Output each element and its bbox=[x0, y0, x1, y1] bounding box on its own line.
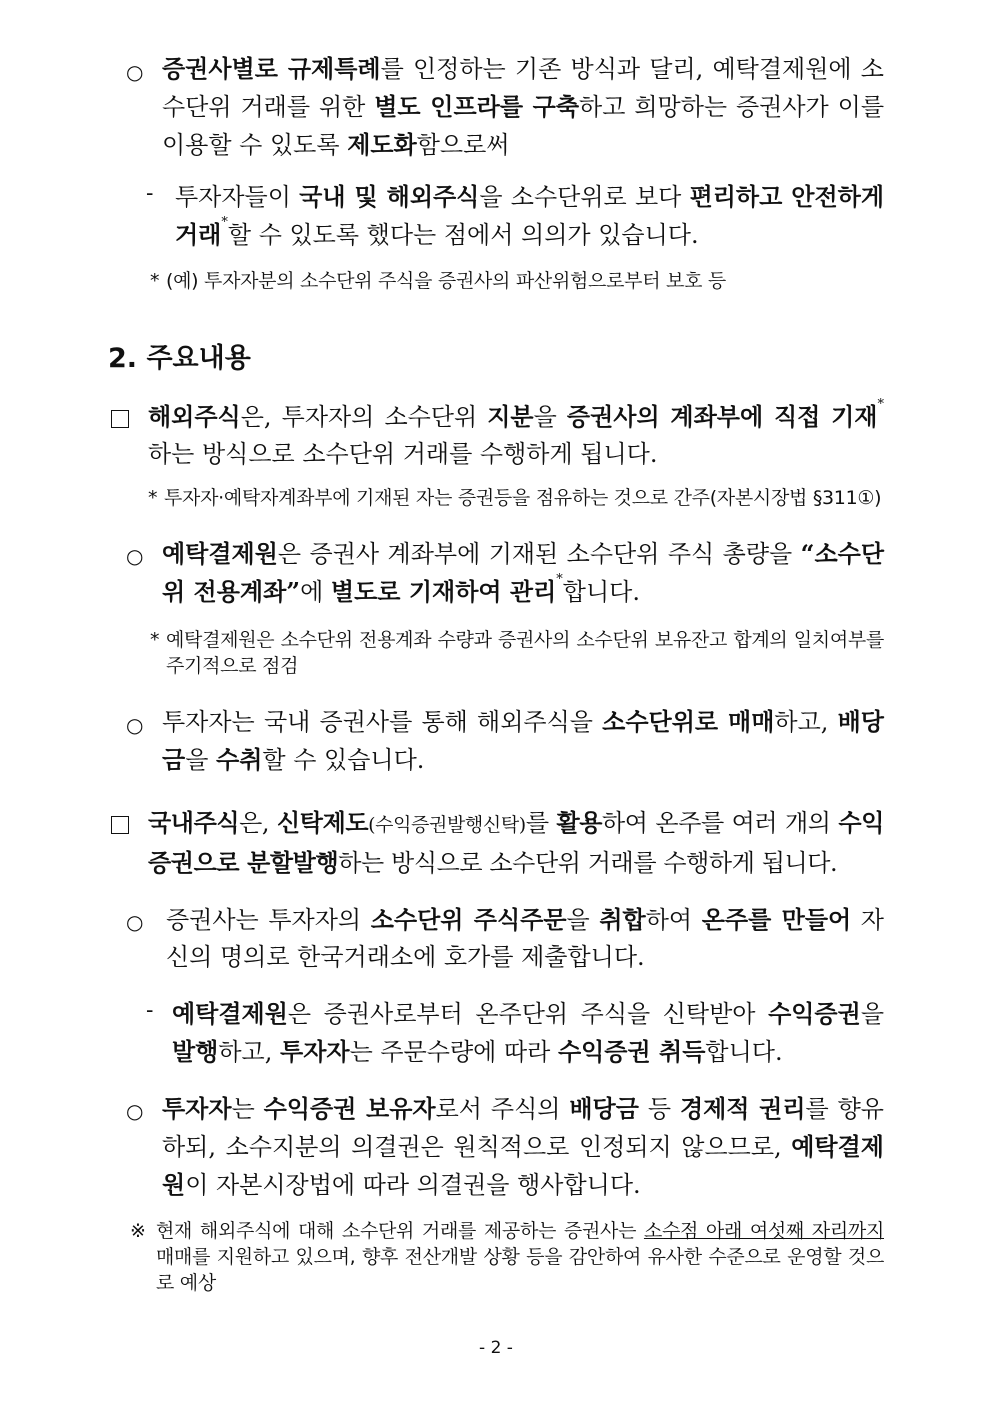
text-run: 하고, bbox=[218, 1038, 281, 1066]
emphasis-text: 별도 인프라를 구축 bbox=[374, 92, 580, 121]
text-run: 이 자본시장법에 따라 의결권을 행사합니다. bbox=[185, 1171, 641, 1199]
emphasis-text: 온주를 만들어 bbox=[701, 905, 852, 934]
emphasis-text: 별도로 기재하여 관리 bbox=[330, 577, 557, 606]
investor-trade-paragraph bbox=[162, 703, 884, 779]
text-run: 은, bbox=[239, 809, 277, 837]
emphasis-text: 수익증권 취득 bbox=[557, 1037, 706, 1066]
asterisk-marker: * bbox=[150, 270, 160, 292]
emphasis-text: 지분 bbox=[487, 402, 534, 431]
text-run: 투자자들이 bbox=[175, 183, 300, 211]
emphasis-text: 발행 bbox=[172, 1037, 219, 1066]
paragraph-text bbox=[148, 398, 884, 473]
intro-paragraph bbox=[162, 50, 884, 164]
emphasis-text: 활용 bbox=[556, 808, 603, 837]
bullet-circle-marker: ○ bbox=[126, 910, 144, 934]
text-run: 현재 해외주식에 대해 소수단위 거래를 제공하는 증권사는 bbox=[156, 1220, 644, 1242]
investor-rights-paragraph bbox=[162, 1090, 884, 1204]
emphasis-text: 투자자 bbox=[280, 1037, 350, 1066]
text-run: 자신의 명의로 한국거래소에 호가를 제출합니다. bbox=[166, 906, 884, 971]
footnote-asterisk: * bbox=[877, 397, 884, 412]
text-run: 하여 온주를 여러 개의 bbox=[602, 809, 839, 837]
text-run: 소수점 아래 여섯째 자리까지 bbox=[643, 1220, 884, 1242]
text-run: 을 bbox=[185, 746, 217, 774]
text-run: 을 bbox=[860, 1000, 884, 1028]
reference-mark: ※ bbox=[130, 1220, 146, 1242]
text-run: 하는 방식으로 소수단위 거래를 수행하게 됩니다. bbox=[338, 849, 838, 877]
checkbox-square-marker bbox=[111, 816, 129, 838]
significance-paragraph bbox=[175, 178, 884, 254]
section-heading: 2. 주요내용 bbox=[108, 343, 251, 374]
footnote-asterisk: * bbox=[221, 215, 228, 230]
paragraph-text bbox=[172, 995, 884, 1071]
text-run: 로서 주식의 bbox=[435, 1095, 570, 1123]
text-run: (수익증권발행신탁) bbox=[368, 814, 526, 836]
text-run: 하여 bbox=[645, 906, 702, 934]
asterisk-marker: * bbox=[148, 487, 158, 509]
text-run: 할 수 있습니다. bbox=[262, 746, 425, 774]
text-run: 하는 방식으로 소수단위 거래를 수행하게 됩니다. bbox=[148, 440, 658, 468]
dash-marker: - bbox=[146, 998, 154, 1023]
asterisk-marker: * bbox=[150, 629, 160, 651]
broker-order-paragraph bbox=[166, 901, 884, 976]
text-run: 을 소수단위로 보다 bbox=[479, 183, 690, 211]
footnote-text: (예) 투자자분의 소수단위 주식을 증권사의 파산위험으로부터 보호 등 bbox=[166, 270, 726, 292]
emphasis-text: 배당금 bbox=[162, 707, 884, 774]
bullet-circle-marker: ○ bbox=[126, 60, 144, 84]
bullet-circle-marker: ○ bbox=[126, 544, 144, 568]
trust-issue-paragraph bbox=[172, 995, 884, 1071]
emphasis-text: 수취 bbox=[216, 745, 263, 774]
overseas-stock-paragraph bbox=[148, 398, 884, 473]
emphasis-text: 수익증권 보유자 bbox=[263, 1094, 436, 1123]
text-run: 은 증권사 계좌부에 기재된 소수단위 주식 총량을 bbox=[277, 540, 801, 568]
footnote-text bbox=[156, 1218, 884, 1296]
emphasis-text: 국내주식 bbox=[148, 808, 240, 837]
page-number: - 2 - bbox=[479, 1338, 513, 1358]
text-run: 할 수 있도록 했다는 점에서 의의가 있습니다. bbox=[227, 221, 699, 249]
footnote-decimal-support bbox=[156, 1218, 884, 1296]
emphasis-text: 제도화 bbox=[347, 130, 417, 159]
footnote-reconciliation bbox=[166, 627, 884, 679]
emphasis-text: 배당금 bbox=[569, 1094, 639, 1123]
text-run: 을 bbox=[566, 906, 600, 934]
checkbox-square-marker bbox=[111, 410, 129, 432]
text-run: 하고 희망하는 증권사가 이를 이용할 수 있도록 bbox=[162, 93, 885, 159]
text-run: 합니다. bbox=[705, 1038, 783, 1066]
text-run: 는 주문수량에 따라 bbox=[349, 1038, 558, 1066]
text-run: 을 bbox=[533, 403, 567, 431]
text-run: 하고, bbox=[774, 708, 838, 736]
text-run: 합니다. bbox=[562, 578, 640, 606]
emphasis-text: 취합 bbox=[599, 905, 646, 934]
emphasis-text: 편리하고 안전하게 거래 bbox=[175, 182, 884, 249]
emphasis-text: 예탁결제원 bbox=[162, 539, 278, 568]
emphasis-text: 소수단위 주식주문 bbox=[370, 905, 567, 934]
emphasis-text: 경제적 권리 bbox=[679, 1094, 806, 1123]
paragraph-text bbox=[162, 50, 884, 164]
emphasis-text: 증권사의 계좌부에 직접 기재 bbox=[566, 402, 878, 431]
emphasis-text: 신탁제도 bbox=[277, 808, 369, 837]
emphasis-text: 증권사별로 규제특례 bbox=[162, 54, 381, 83]
footnote-text: 예탁결제원은 소수단위 전용계좌 수량과 증권사의 소수단위 보유잔고 합계의 일치여부를 주기적으로 점검 bbox=[166, 629, 884, 677]
text-run: 은 증권사로부터 온주단위 주식을 신탁받아 bbox=[287, 1000, 769, 1028]
emphasis-text: 소수단위로 매매 bbox=[602, 707, 775, 736]
text-run: 는 bbox=[231, 1095, 264, 1123]
paragraph-text bbox=[166, 901, 884, 976]
paragraph-text bbox=[162, 703, 884, 779]
paragraph-text bbox=[175, 178, 884, 254]
text-run: 등 bbox=[638, 1095, 680, 1123]
text-run: 은, 투자자의 소수단위 bbox=[240, 403, 488, 431]
emphasis-text: 예탁결제원 bbox=[172, 999, 288, 1028]
emphasis-text: 예탁결제원 bbox=[162, 1132, 884, 1199]
text-run: 를 인정하는 기존 방식과 달리, 예탁결제원에 소수단위 거래를 위한 bbox=[162, 55, 884, 121]
emphasis-text: 해외주식 bbox=[148, 402, 241, 431]
text-run: 증권사는 투자자의 bbox=[166, 906, 371, 934]
text-run: 함으로써 bbox=[416, 131, 510, 159]
text-run: 매매를 지원하고 있으며, 향후 전산개발 상황 등을 감안하여 유사한 수준으로 운영할 것으로 예상 bbox=[156, 1246, 884, 1294]
paragraph-text bbox=[148, 804, 884, 882]
emphasis-text: 수익증권으로 분할발행 bbox=[148, 808, 884, 877]
text-run: 에 bbox=[300, 578, 331, 606]
footnote-account-record bbox=[164, 485, 884, 511]
bullet-circle-marker: ○ bbox=[126, 1099, 144, 1123]
emphasis-text: “소수단위 전용계좌” bbox=[162, 539, 884, 606]
footnote-text: 투자자·예탁자계좌부에 기재된 자는 증권등을 점유하는 것으로 간주(자본시장법 §311①) bbox=[164, 487, 882, 509]
paragraph-text bbox=[162, 1090, 884, 1204]
emphasis-text: 국내 및 해외주식 bbox=[299, 182, 480, 211]
emphasis-text: 수익증권 bbox=[768, 999, 861, 1028]
dash-marker: - bbox=[146, 181, 154, 206]
footnote-asterisk: * bbox=[556, 572, 563, 587]
paragraph-text bbox=[162, 535, 884, 611]
text-run: 를 향유하되, 소수지분의 의결권은 원칙적으로 인정되지 않으므로, bbox=[162, 1095, 884, 1161]
emphasis-text: 투자자 bbox=[162, 1094, 232, 1123]
domestic-stock-paragraph bbox=[148, 804, 884, 882]
bullet-circle-marker: ○ bbox=[126, 713, 144, 737]
text-run: 를 bbox=[525, 809, 557, 837]
footnote-example bbox=[166, 268, 884, 294]
ksd-account-paragraph bbox=[162, 535, 884, 611]
text-run: 투자자는 국내 증권사를 통해 해외주식을 bbox=[162, 708, 603, 736]
